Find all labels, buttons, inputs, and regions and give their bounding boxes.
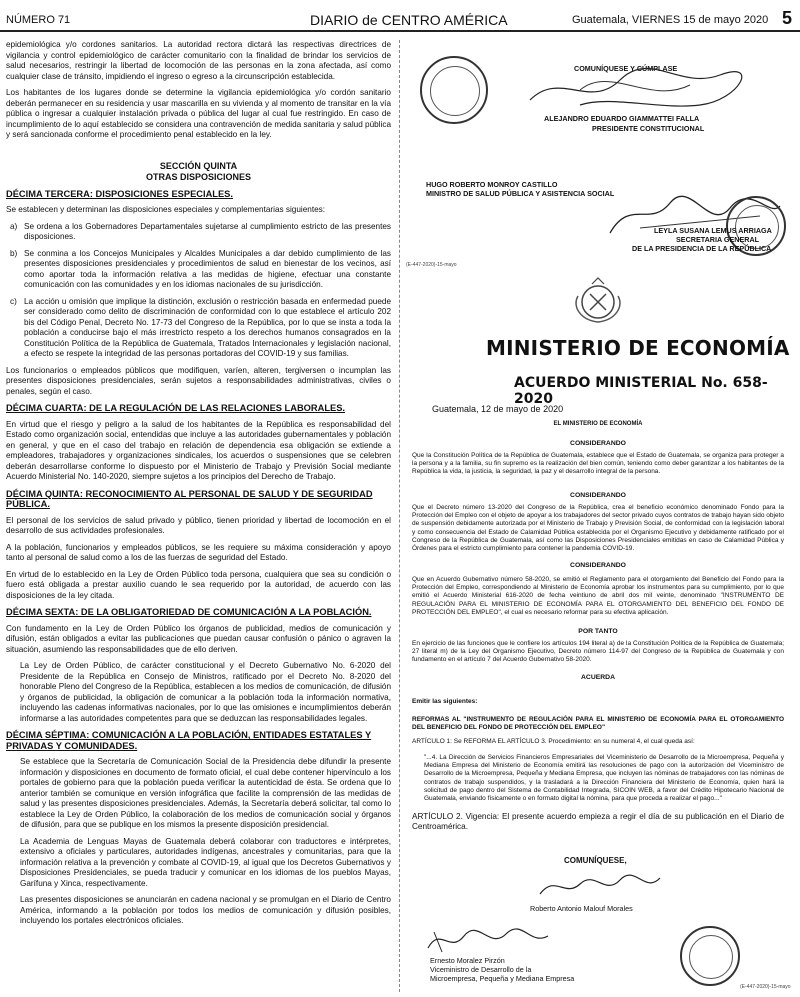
list-item: a) Se ordena a los Gobernadores Departamentales sujetarse al cumplimiento estricto de las presentes disposiciones. xyxy=(10,221,391,241)
list-item: b) Se conmina a los Concejos Municipales y Alcaldes Municipales a dar debido cumplimiento de las presentes disposiciones presidenciales y procedimientos de salud en bienestar de los vecinos, así como aportar toda la información relativa a las medidas de higiene, efectuar una constante comunicación con las comunidades y en los idiomas nacionales de su jurisdicción. xyxy=(10,248,391,289)
signer-role: DE LA PRESIDENCIA DE LA REPÚBLICA xyxy=(632,244,772,253)
closing-formula: COMUNÍQUESE, xyxy=(564,856,627,865)
paragraph: A la población, funcionarios y empleados públicos, se les requiere su máxima consideración y apoyo tanto al personal de salud como a los de las fuerzas de seguridad del Estado. xyxy=(6,542,391,562)
ministry-seal-icon xyxy=(680,926,740,986)
signature-moralez-icon xyxy=(420,920,560,960)
considerando-heading: CONSIDERANDO xyxy=(570,562,626,569)
issue-date: Guatemala, VIERNES 15 de mayo 2020 xyxy=(572,14,769,26)
signer-role: Microempresa, Pequeña y Mediana Empresa xyxy=(430,974,575,983)
left-column xyxy=(6,40,391,933)
reformas-heading: REFORMAS AL "INSTRUMENTO DE REGULACIÓN PARA EL MINISTERIO DE ECONOMÍA PARA EL OTORGAMIENTO DEL BENEFICIO DEL FONDO DE PROTECCIÓN DEL EMPLEO" xyxy=(412,716,784,732)
paragraph: En virtud que el riesgo y peligro a la salud de los habitantes de la República es responsabilidad del Estado como organización social, entendidas que incluye a las autoridades gubernamentales y población en general, y que en el caso del trabajo en relación de dependencia esa obligación se extiende a empleadores, trabajadores y organizaciones sindicales, los acuerdos o suspensiones que se celebren deberán desarrollarse conforme lo dispuesto por el Ministerio de Trabajo y Previsión Social mediante Acuerdo Ministerial No. 140-2020, siempre sujetos a los principios del Derecho de Trabajo. xyxy=(6,419,391,481)
paragraph: La Ley de Orden Público, de carácter constitucional y el Decreto Gubernativo No. 6-2020 del Presidente de la República en Consejo de Ministros, ratificado por el Decreto No. 8-2020 del honorable Pleno del Congreso de la República, establecen a los medios de comunicación, de difusión y órganos de publicidad, la obligación de comunicar a la población toda la información normativa, incluyendo las cadenas informativas nacionales, por lo que las omisiones e incumplimientos deberán informarse a las autoridades competentes para que se deduzcan las responsabilidades legales. xyxy=(20,661,391,723)
paragraph: epidemiológica y/o cordones sanitarios. La autoridad rectora dictará las respectivas directrices de vigilancia y control epidemiológico de carácter comunitario con la finalidad de brindar los servicios de salud necesarios, restringir la libertad de locomoción de las personas en la zona afectada, así como cualquier clase de tránsito, impidiendo el ingreso o egreso a la circunscripción establecida. xyxy=(6,40,391,81)
heading-decima-cuarta: DÉCIMA CUARTA: DE LA REGULACIÓN DE LAS RELACIONES LABORALES. xyxy=(6,403,345,413)
list-item: c) La acción u omisión que implique la distinción, exclusión o restricción basada en enfermedad puede ser considerado como delito de discriminación de conformidad con lo que establece el artículo 202 bis del Código Penal, Decreto No. 17-73 del Congreso de la República, por lo que se insta a toda la población a conducirse bajo el más irrestricto respeto a los derechos humanos consagrados en la Constitución Política de la República de Guatemala, Tratados Internacionales y legislación nacional, a efecto se respete la integridad de las personas portadoras del COVID-19 y sus familias. xyxy=(10,296,391,358)
articulo-1: ARTÍCULO 1: Se REFORMA EL ARTÍCULO 3. Procedimiento: en su numeral 4, el cual queda así: xyxy=(412,738,695,745)
paragraph: Las presentes disposiciones se anunciarán en cadena nacional y se promulgan en el Diario de Centro América, informando a la población por todos los medios de comunicación y difusión posibles, incluyendo los portales electrónicos oficiales. xyxy=(20,895,391,925)
signer-block xyxy=(430,956,574,983)
acuerda-heading: ACUERDA xyxy=(581,674,615,681)
presidency-seal-icon xyxy=(420,56,488,124)
signer-name: ALEJANDRO EDUARDO GIAMMATTEI FALLA xyxy=(544,114,700,123)
considerando-text: Que en Acuerdo Gubernativo número 58-2020, se emitió el Reglamento para el otorgamiento del Beneficio del Fondo para la Protección del Empleo, correspondiendo al Ministerio de Economía aprobar los instrumentos para su cumplimiento, por lo que emitió el Acuerdo Ministerial 616-2020 de fecha veintiuno de abril dos mil veinte, denominado "INSTRUMENTO DE REGULACIÓN PARA EL MINISTERIO DE ECONOMÍA PARA EL OTORGAMIENTO DEL BENEFICIO DEL FONDO DE PROTECCIÓN DEL EMPLEO", el cual es necesario reformar para su efectiva aplicación. xyxy=(412,576,784,616)
considerando-text: Que el Decreto número 13-2020 del Congreso de la República, crea el beneficio económico denominado Fondo para la Protección del Empleo con el objeto de apoyar a los trabajadores del sector privado cuyos contratos de trabajo hayan sido objeto de suspensión debidamente autorizada por el Ministerio de Trabajo y Previsión Social, de conformidad con la legislación laboral y como consecuencia del Estado de Calamidad Pública establecida por el Organismo Ejecutivo y debidamente ratificado por el Congreso de la República de Guatemala, así como las Disposiciones Presidenciales emitidas en caso de Calamidad Pública y Órdenes para el estricto cumplimiento para contener la pandemia COVID-19. xyxy=(412,504,784,553)
page-number: 5 xyxy=(781,8,792,28)
por-tanto-heading: POR TANTO xyxy=(578,628,618,635)
acuerdo-title: ACUERDO MINISTERIAL No. 658-2020 xyxy=(514,375,768,407)
closing-formula: COMUNÍQUESE Y CÚMPLASE xyxy=(574,64,678,73)
signer-role: Viceministro de Desarrollo de la xyxy=(430,965,532,974)
articulo-2: ARTÍCULO 2. Vigencia: El presente acuerdo empieza a regir el día de su publicación en el Diario de Centroamérica. xyxy=(412,812,784,831)
signer-role: PRESIDENTE CONSTITUCIONAL xyxy=(592,124,705,133)
heading-decima-sexta: DÉCIMA SEXTA: DE LA OBLIGATORIEDAD DE COMUNICACIÓN A LA POBLACIÓN. xyxy=(6,607,372,617)
ministry-label: EL MINISTERIO DE ECONOMÍA xyxy=(553,421,643,427)
newspaper-title: DIARIO de CENTRO AMÉRICA xyxy=(310,12,508,28)
section-subtitle: OTRAS DISPOSICIONES xyxy=(145,171,252,182)
signer-name: HUGO ROBERTO MONROY CASTILLO xyxy=(426,180,558,189)
considerando-text: Que la Constitución Política de la República de Guatemala, establece que el Estado de Guatemala, se organiza para proteger a la persona y a la familia, su fin supremo es la realización del bien común, teniendo como deber garantizar a los habitantes de la República la vida, la justicia, la seguridad, la paz y el desarrollo integral de la persona. xyxy=(412,452,784,476)
signer-role: SECRETARIA GENERAL xyxy=(676,235,760,244)
signature-malouf-icon xyxy=(530,866,670,906)
page-header xyxy=(0,0,800,30)
signer-role: MINISTRO DE SALUD PÚBLICA Y ASISTENCIA SOCIAL xyxy=(426,189,615,198)
signer-name: Ernesto Moralez Pirzón xyxy=(430,956,505,965)
issue-number: NÚMERO 71 xyxy=(6,14,71,26)
heading-decima-quinta: DÉCIMA QUINTA: RECONOCIMIENTO AL PERSONAL DE SALUD Y DE SEGURIDAD PÚBLICA. xyxy=(6,488,373,509)
column-divider xyxy=(399,40,401,992)
ministry-title: MINISTERIO DE ECONOMÍA xyxy=(486,336,790,360)
considerando-heading: CONSIDERANDO xyxy=(570,492,626,499)
paragraph: Con fundamento en la Ley de Orden Público los órganos de publicidad, medios de comunicación y difusión, están obligados a evitar las publicaciones que puedan causar confusión o pánico o agraven la situación, asumiendo las responsabilidades que de ello deriven. xyxy=(6,623,391,654)
por-tanto-text: En ejercicio de las funciones que le confiere los artículos 194 literal a) de la Constitución Política de la República de Guatemala; 27 literal m) de la Ley del Organismo Ejecutivo, Decreto número 114-97 del Congreso de la República de Guatemala y con fundamento en el artículo 7 del Acuerdo Gubernativo 58-2020. xyxy=(412,640,784,664)
paragraph: Los funcionarios o empleados públicos que modifiquen, varíen, alteren, tergiversen o incumplan las presentes disposiciones presidenciales, serán sujetos a responsabilidades administrativas, civiles o penales, según el caso. xyxy=(6,365,391,396)
paragraph: Los habitantes de los lugares donde se determine la vigilancia epidemiológica y/o cordón sanitario deberán permanecer en su residencia y usar mascarilla en su vivienda y al momento de transitar en la vía pública o ingresar a cualquier instalación privada o pública del lugar al cual fue restringido. En caso de incumplimiento de lo aquí establecido se considera una contravención de medida sanitaria y salud pública y será sancionada conforme el procedimiento penal establecido en la ley. xyxy=(6,88,391,139)
header-rule xyxy=(0,30,800,32)
coat-of-arms-icon xyxy=(570,276,626,326)
articulo-1-text: "...4. La Dirección de Servicios Financieros Empresariales del Viceministerio de Desarrollo de la Microempresa, Pequeña y Mediana Empresa del Ministerio de Economía emitirá las resoluciones de pago con la autorización del Viceministro de Desarrollo de la Microempresa, Pequeña y Mediana Empresa, que incluyen las nóminas de trabajadores con las nóminas de contratos de trabajo suspendidos, y la trasladará a la Dirección Financiera del Ministerio de Economía, quien hará la solicitud de pago dentro del Sistema de Contabilidad Integrada, SICOIN WEB, a favor del Crédito Hipotecario Nacional de Guatemala, enviando físicamente o en formato digital la nómina, para que proceda a realizar el pago..." xyxy=(424,754,784,803)
section-title: SECCIÓN QUINTA xyxy=(159,160,238,171)
paragraph: Se establece que la Secretaría de Comunicación Social de la Presidencia debe difundir la presente información y disposiciones en documento de formato oficial, el cual debe contener hipervínculo a los portales de gobierno para que la población pueda verificar la autenticidad de ésta. Se ordena que lo anterior también se comunique en versión infográfica que facilite la comprensión de las medidas de salud y las presentes disposiciones presidenciales. Además, la Secretaría deberá solicitar, tal como lo establece la Ley de Orden Público, la colaboración de los medios de comunicación social y órganos de difusión, para que se publique en los mismos la presente disposición presidencial. xyxy=(20,757,391,829)
considerando-heading: CONSIDERANDO xyxy=(570,440,626,447)
paragraph: El personal de los servicios de salud privado y público, tienen prioridad y libertad de locomoción en el desarrollo de sus actividades profesionales. xyxy=(6,515,391,535)
heading-decima-tercera: DÉCIMA TERCERA: DISPOSICIONES ESPECIALES. xyxy=(6,188,233,199)
paragraph: Se establecen y determinan las disposiciones especiales y complementarias siguientes: xyxy=(6,205,326,214)
paragraph: La Academia de Lenguas Mayas de Guatemala deberá colaborar con traductores e intérpretes, extensivo a oficiales y particulares, autoridades indígenas, ancestrales y comunitarias, para que la información relativa a la prevención y combate al COVID-19, al igual que los Decretos Gubernativos y Disposiciones Presidenciales, se pueda traducir y comunicar en los idiomas de los pueblos Mayas, Garífuna y Xinca, respectivamente. xyxy=(20,836,391,888)
signature-giammattei-icon xyxy=(520,60,750,120)
place-date: Guatemala, 12 de mayo de 2020 xyxy=(432,404,564,414)
publication-ref: (E-447-2020)-15-mayo xyxy=(740,984,791,990)
signer-name: LEYLA SUSANA LEMUS ARRIAGA xyxy=(654,226,772,235)
heading-decima-septima: DÉCIMA SÉPTIMA: COMUNICACIÓN A LA POBLACIÓN, ENTIDADES ESTATALES Y PRIVADAS Y COMUNIDADES. xyxy=(6,730,372,751)
signer-name: Roberto Antonio Malouf Morales xyxy=(530,904,633,913)
paragraph: En virtud de lo establecido en la Ley de Orden Público toda persona, cualquiera que sea su condición o fuero está obligada a prestar auxilio cuando le sea requerido por la autoridad, de acuerdo con las disposiciones de la ley citada. xyxy=(6,569,391,600)
publication-ref: (E-447-2020)-15-mayo xyxy=(406,262,457,268)
emitir-label: Emitir las siguientes: xyxy=(412,698,478,705)
